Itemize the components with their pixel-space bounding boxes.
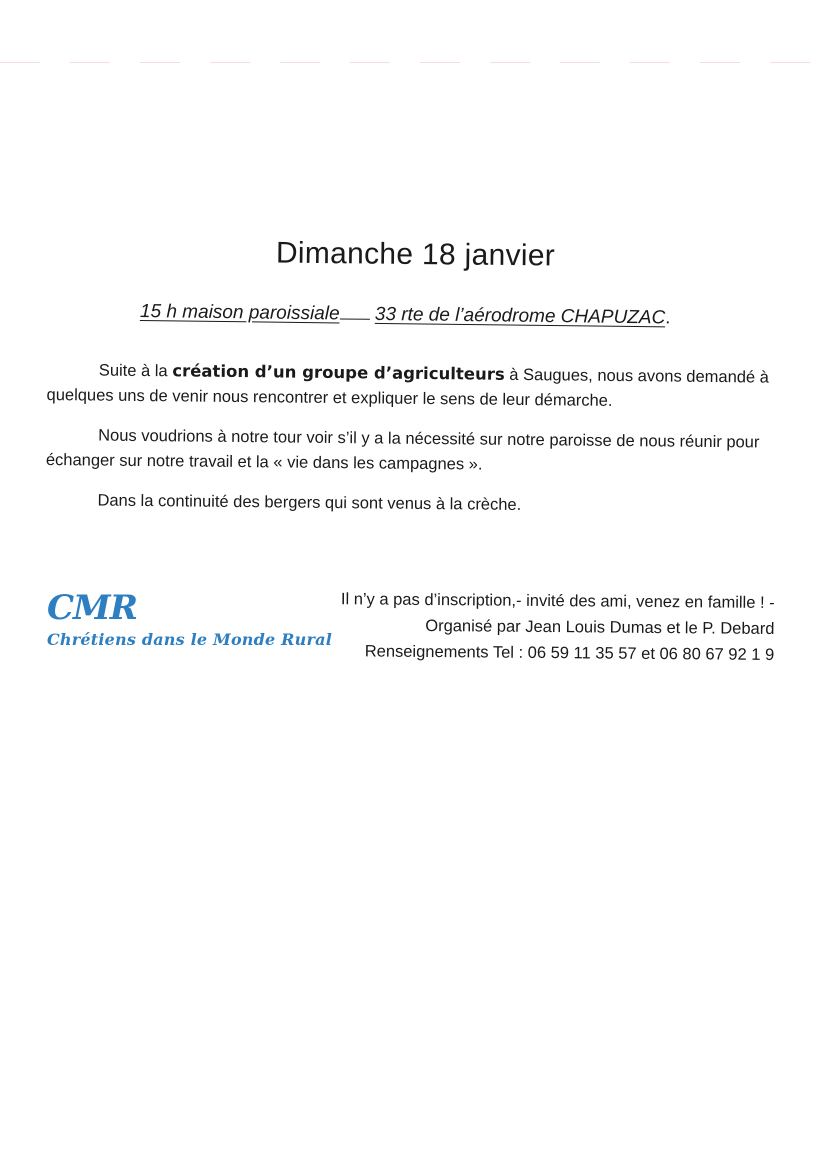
paragraph-continuity: Dans la continuité des bergers qui sont venus à la crèche.: [97, 491, 522, 514]
underline-gap: [340, 300, 370, 319]
info-registration: Il n’y a pas d’inscription,- invité des ami, venez en famille ! -: [341, 590, 775, 612]
paragraph-intro-start: Suite à la: [98, 361, 173, 381]
cmr-logo-mark: CMR: [47, 588, 137, 628]
paragraph-purpose: Nous voudrions à notre tour voir s’il y a la nécessité sur notre paroisse de nous réunir pour échanger sur notre travail et la « vie dans les campagnes ».: [45, 426, 760, 474]
address-period: .: [665, 307, 671, 329]
cmr-logo-name: Chrétiens dans le Monde Rural: [47, 630, 332, 649]
scan-edge-line: [0, 62, 827, 63]
event-date-title: Dimanche 18 janvier: [275, 236, 556, 273]
info-contact-phone: Renseignements Tel : 06 59 11 35 57 et 06 80 67 92 1 9: [364, 642, 775, 664]
paragraph-intro-end: à Saugues, nous avons demandé à quelques uns de venir nous rencontrer et expliquer le sens de leur démarche.: [46, 365, 770, 410]
info-organizers: Organisé par Jean Louis Dumas et le P. Debard: [425, 616, 775, 638]
event-address: 33 rte de l’aérodrome CHAPUZAC: [374, 303, 666, 329]
paragraph-intro: [46, 357, 786, 416]
practical-info: [341, 586, 775, 668]
event-time-place: 15 h maison paroissiale: [139, 301, 340, 325]
cmr-logo: [47, 590, 332, 650]
announcement-body: [45, 357, 787, 536]
event-location-line: [140, 298, 671, 329]
paragraph-intro-highlight: création d’un groupe d’agriculteurs: [172, 361, 505, 384]
